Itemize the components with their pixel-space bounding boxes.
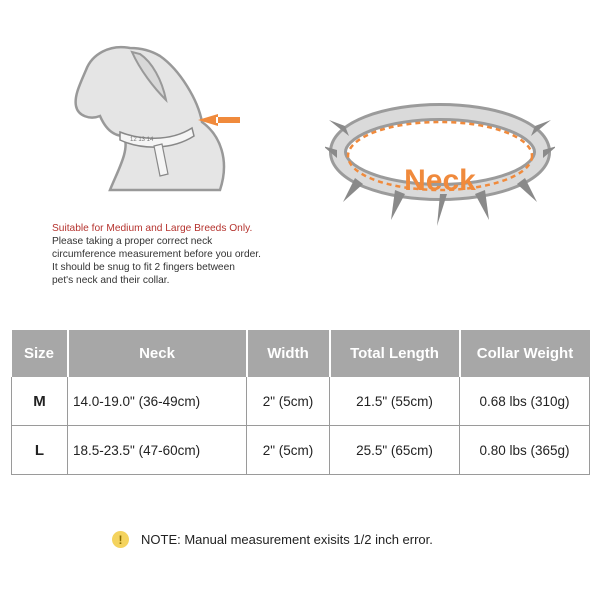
header-width: Width	[247, 330, 330, 377]
suitable-breeds-text: Suitable for Medium and Large Breeds Only.	[52, 223, 253, 234]
note-line: Please taking a proper correct neck	[52, 236, 213, 247]
size-chart-table	[11, 330, 590, 475]
header-size: Size	[12, 330, 68, 377]
neck-cell: 14.0-19.0" (36-49cm)	[68, 377, 247, 426]
size-cell: L	[12, 426, 68, 475]
neck-cell: 18.5-23.5" (47-60cm)	[68, 426, 247, 475]
total-length-cell: 21.5" (55cm)	[330, 377, 460, 426]
table-row	[12, 426, 590, 475]
notice-text: NOTE: Manual measurement exisits 1/2 inch error.	[141, 532, 433, 547]
note-line: circumference measurement before you order.	[52, 249, 261, 260]
tape-marks: 12 13 14	[130, 137, 154, 143]
size-cell: M	[12, 377, 68, 426]
note-line: pet's neck and their collar.	[52, 275, 170, 286]
collar-weight-cell: 0.80 lbs (365g)	[460, 426, 590, 475]
note-line: It should be snug to fit 2 fingers between	[52, 262, 235, 273]
measurement-notice	[112, 531, 433, 548]
header-neck: Neck	[68, 330, 247, 377]
spiked-collar-illustration	[325, 90, 555, 230]
dog-neck-measurement-illustration	[70, 40, 250, 210]
header-collar-weight: Collar Weight	[460, 330, 590, 377]
collar-weight-cell: 0.68 lbs (310g)	[460, 377, 590, 426]
width-cell: 2" (5cm)	[247, 377, 330, 426]
total-length-cell: 25.5" (65cm)	[330, 426, 460, 475]
table-row	[12, 377, 590, 426]
measurement-note	[52, 222, 322, 287]
warning-icon: !	[112, 531, 129, 548]
header-total-length: Total Length	[330, 330, 460, 377]
collar-neck-label: Neck	[404, 164, 476, 197]
width-cell: 2" (5cm)	[247, 426, 330, 475]
table-header-row	[12, 330, 590, 377]
